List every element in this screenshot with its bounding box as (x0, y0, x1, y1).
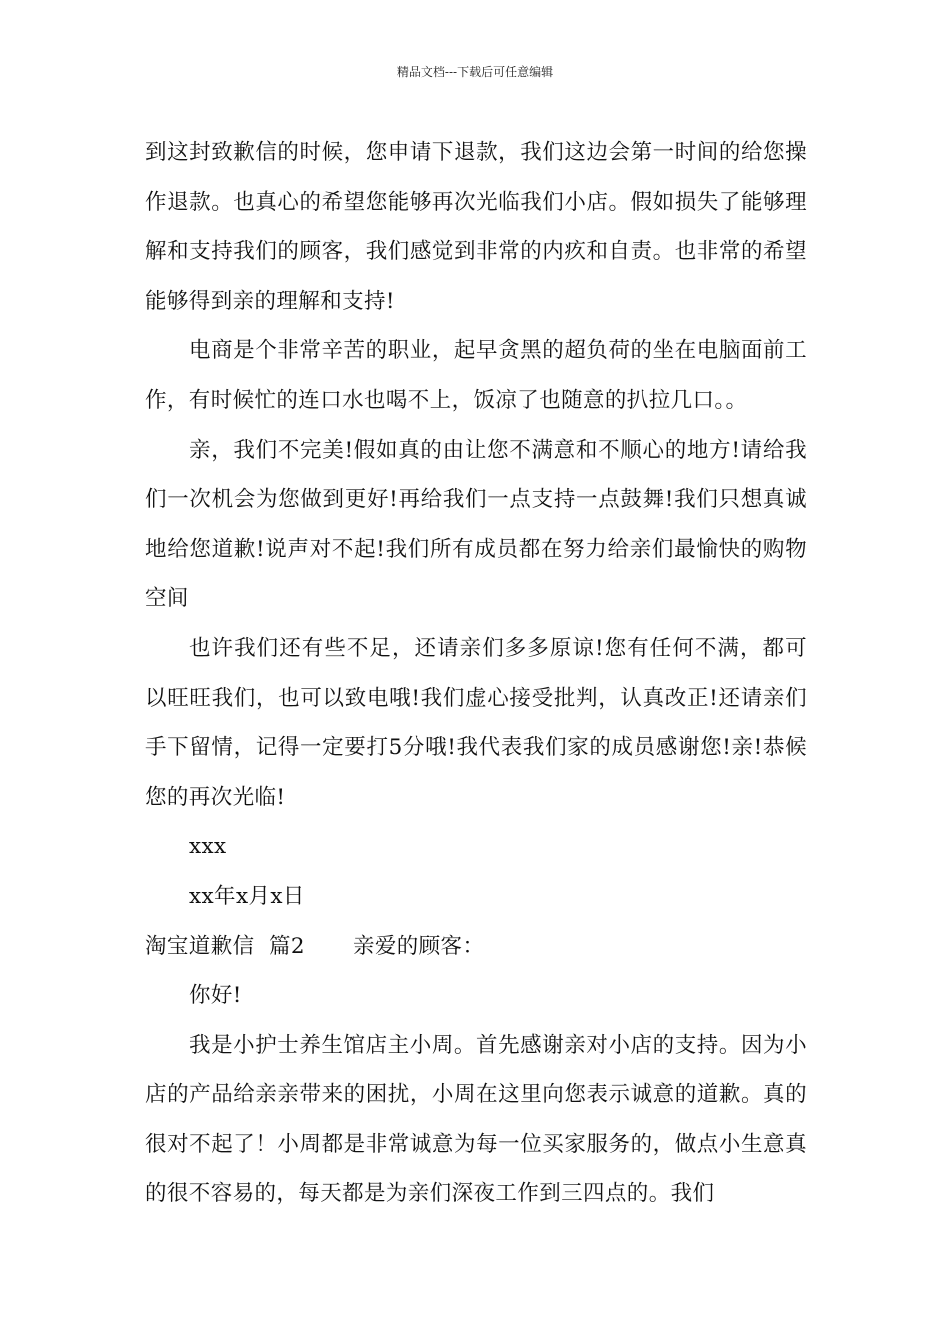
paragraph-shop-owner: 我是小护士养生馆店主小周。首先感谢亲对小店的支持。因为小店的产品给亲亲带来的困扰，小周在这里向您表示诚意的道歉。真的很对不起了！小周都是非常诚意为每一位买家服务的，做点小生意真的很不容易的，每天都是为亲们深夜工作到三四点的。我们 (145, 1032, 807, 1207)
date-line: xx年x月x日 (189, 883, 305, 909)
page-header: 精品文档---下载后可任意编辑 (396, 65, 554, 79)
paragraph-forgiveness: 也许我们还有些不足，还请亲们多多原谅!您有任何不满，都可以旺旺我们，也可以致电哦!我们虚心接受批判，认真改正!还请亲们手下留情，记得一定要打5分哦!我代表我们家的成员感谢您!亲!恭候您的再次光临! (145, 635, 807, 810)
letter-title: 淘宝道歉信 篇2 (145, 933, 305, 959)
signature: xxx (189, 834, 227, 860)
letter-title-line (145, 922, 807, 972)
paragraph-apology: 亲，我们不完美!假如真的由让您不满意和不顺心的地方!请给我们一次机会为您做到更好!再给我们一点支持一点鼓舞!我们只想真诚地给您道歉!说声对不起!我们所有成员都在努力给亲们最愉快的购物空间 (145, 437, 807, 612)
greeting: 你好! (189, 983, 242, 1009)
document-body (145, 128, 807, 1219)
paragraph-ecommerce: 电商是个非常辛苦的职业，起早贪黑的超负荷的坐在电脑面前工作，有时候忙的连口水也喝不上，饭凉了也随意的扒拉几口。。 (145, 338, 807, 413)
paragraph-refund: 到这封致歉信的时候，您申请下退款，我们这边会第一时间的给您操作退款。也真心的希望您能够再次光临我们小店。假如损失了能够理解和支持我们的顾客，我们感觉到非常的内疚和自责。也非常的希望能够得到亲的理解和支持! (145, 140, 807, 314)
salutation: 亲爱的顾客： (352, 933, 485, 959)
